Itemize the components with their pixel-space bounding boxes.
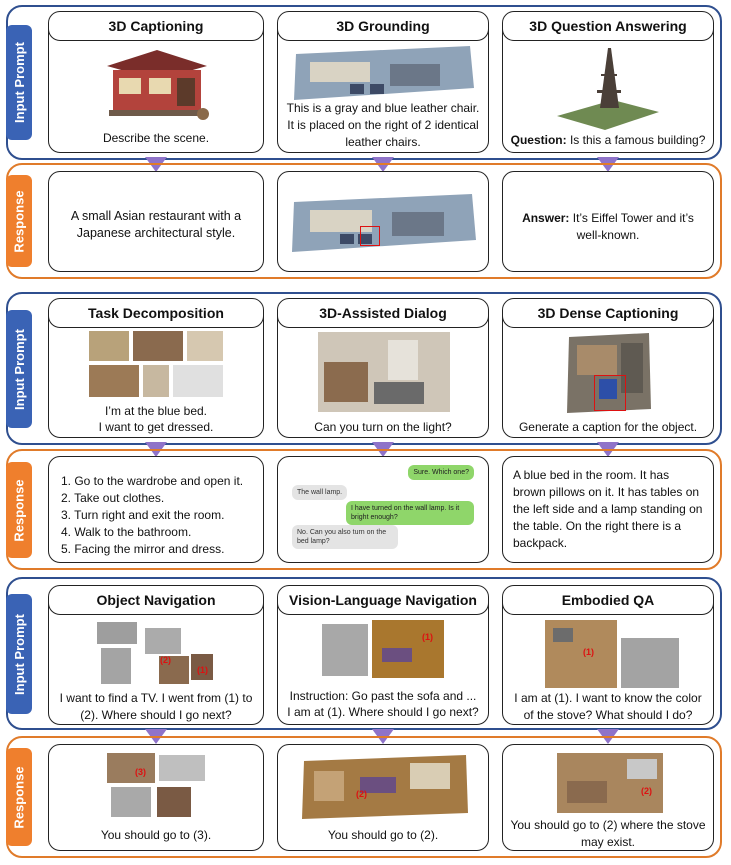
card-embodied-qa: [502, 585, 714, 725]
row1-response-label: Response: [6, 175, 32, 267]
row1-input-label: Input Prompt: [6, 25, 32, 140]
response-text: A small Asian restaurant with a Japanese architectural style.: [70, 209, 242, 240]
prompt-line-1: I’m at the blue bed.: [104, 404, 208, 418]
card-vision-language-navigation: [277, 585, 489, 725]
chat-bubble-assistant: Sure. Which one?: [408, 465, 474, 480]
prompt-text: This is a gray and blue leather chair. It is placed on the right of 2 identical leather chairs.: [286, 101, 480, 149]
marker-2: (2): [356, 789, 367, 799]
marker-3: (3): [135, 767, 146, 777]
grounding-result-image: [288, 190, 478, 256]
card-3d-dense-captioning: [502, 298, 714, 438]
objnav-result-image: [105, 751, 209, 819]
answer-text: Answer: It’s Eiffel Tower and it’s well-known.: [522, 211, 694, 242]
marker-2: (2): [641, 786, 652, 796]
step-5: 5. Facing the mirror and dress.: [61, 542, 225, 556]
row2-input-label: Input Prompt: [6, 310, 32, 428]
row2-response-label: Response: [6, 462, 32, 558]
marker-2: (2): [160, 655, 171, 665]
prompt-text: Describe the scene.: [102, 131, 210, 145]
chat-bubble-assistant: I have turned on the wall lamp. Is it bright enough?: [346, 501, 474, 525]
dense-response-card: [502, 456, 714, 563]
eiffel-tower-image: [553, 46, 663, 132]
card-title: Embodied QA: [502, 585, 714, 615]
chat-bubble-user: No. Can you also turn on the bed lamp?: [292, 525, 398, 549]
card-title: Vision-Language Navigation: [277, 585, 489, 615]
prompt-text: I want to find a TV. I went from (1) to (2). Where should I go next?: [59, 691, 253, 722]
step-3: 3. Turn right and exit the room.: [61, 508, 225, 522]
qa-response-card: [502, 171, 714, 272]
step-4: 4. Walk to the bathroom.: [61, 525, 192, 539]
card-title: 3D Grounding: [277, 11, 489, 41]
card-3d-grounding: [277, 11, 489, 153]
response-text: A blue bed in the room. It has brown pillows on it. It has tables on the left side and a lamp standing on the table. On the right there is a backpack.: [513, 468, 703, 550]
prompt-text: I am at (1). I want to know the color of the stove? What should I do?: [514, 691, 702, 722]
prompt-line-1: Instruction: Go past the sofa and ...: [289, 689, 477, 703]
card-title: 3D Captioning: [48, 11, 264, 41]
marker-1: (1): [583, 647, 594, 657]
vln-map-image: [322, 618, 446, 680]
card-task-decomposition: [48, 298, 264, 438]
task-response-card: [48, 456, 264, 563]
floorplan-image: [87, 329, 227, 399]
step-2: 2. Take out clothes.: [61, 491, 165, 505]
vln-response-card: [277, 744, 489, 851]
eqa-result-image: [557, 751, 663, 815]
prompt-line-2: I want to get dressed.: [98, 420, 214, 434]
card-3d-captioning: [48, 11, 264, 153]
question-text: Question: Is this a famous building?: [510, 133, 706, 147]
response-text: You should go to (2) where the stove may exist.: [510, 818, 706, 849]
response-text: You should go to (2).: [327, 828, 439, 842]
grounding-scan-image: [290, 44, 476, 102]
prompt-line-2: I am at (1). Where should I go next?: [287, 705, 479, 719]
restaurant-image: [97, 44, 217, 126]
card-title: 3D-Assisted Dialog: [277, 298, 489, 328]
response-text: You should go to (3).: [100, 828, 212, 842]
card-3d-question-answering: [502, 11, 714, 153]
card-title: Object Navigation: [48, 585, 264, 615]
captioning-response-card: [48, 171, 264, 272]
vln-result-image: [300, 751, 470, 823]
card-title: 3D Dense Captioning: [502, 298, 714, 328]
eqa-map-image: [545, 618, 683, 690]
chat-bubble-user: The wall lamp.: [292, 485, 347, 500]
grounding-bbox: [360, 226, 380, 246]
object-nav-map-image: [95, 618, 217, 688]
prompt-text: Can you turn on the light?: [314, 420, 452, 434]
card-title: 3D Question Answering: [502, 11, 714, 41]
prompt-text: Generate a caption for the object.: [518, 420, 698, 434]
step-1: 1. Go to the wardrobe and open it.: [61, 474, 244, 488]
eqa-response-card: [502, 744, 714, 851]
card-3d-assisted-dialog: [277, 298, 489, 438]
object-bbox: [594, 375, 626, 411]
objnav-response-card: [48, 744, 264, 851]
dialog-response-card: [277, 456, 489, 563]
grounding-response-card: [277, 171, 489, 272]
row3-input-label: Input Prompt: [6, 594, 32, 714]
room-render-image: [318, 332, 450, 412]
card-title: Task Decomposition: [48, 298, 264, 328]
row3-response-label: Response: [6, 748, 32, 846]
marker-1: (1): [197, 665, 208, 675]
card-object-navigation: [48, 585, 264, 725]
marker-1: (1): [422, 632, 433, 642]
